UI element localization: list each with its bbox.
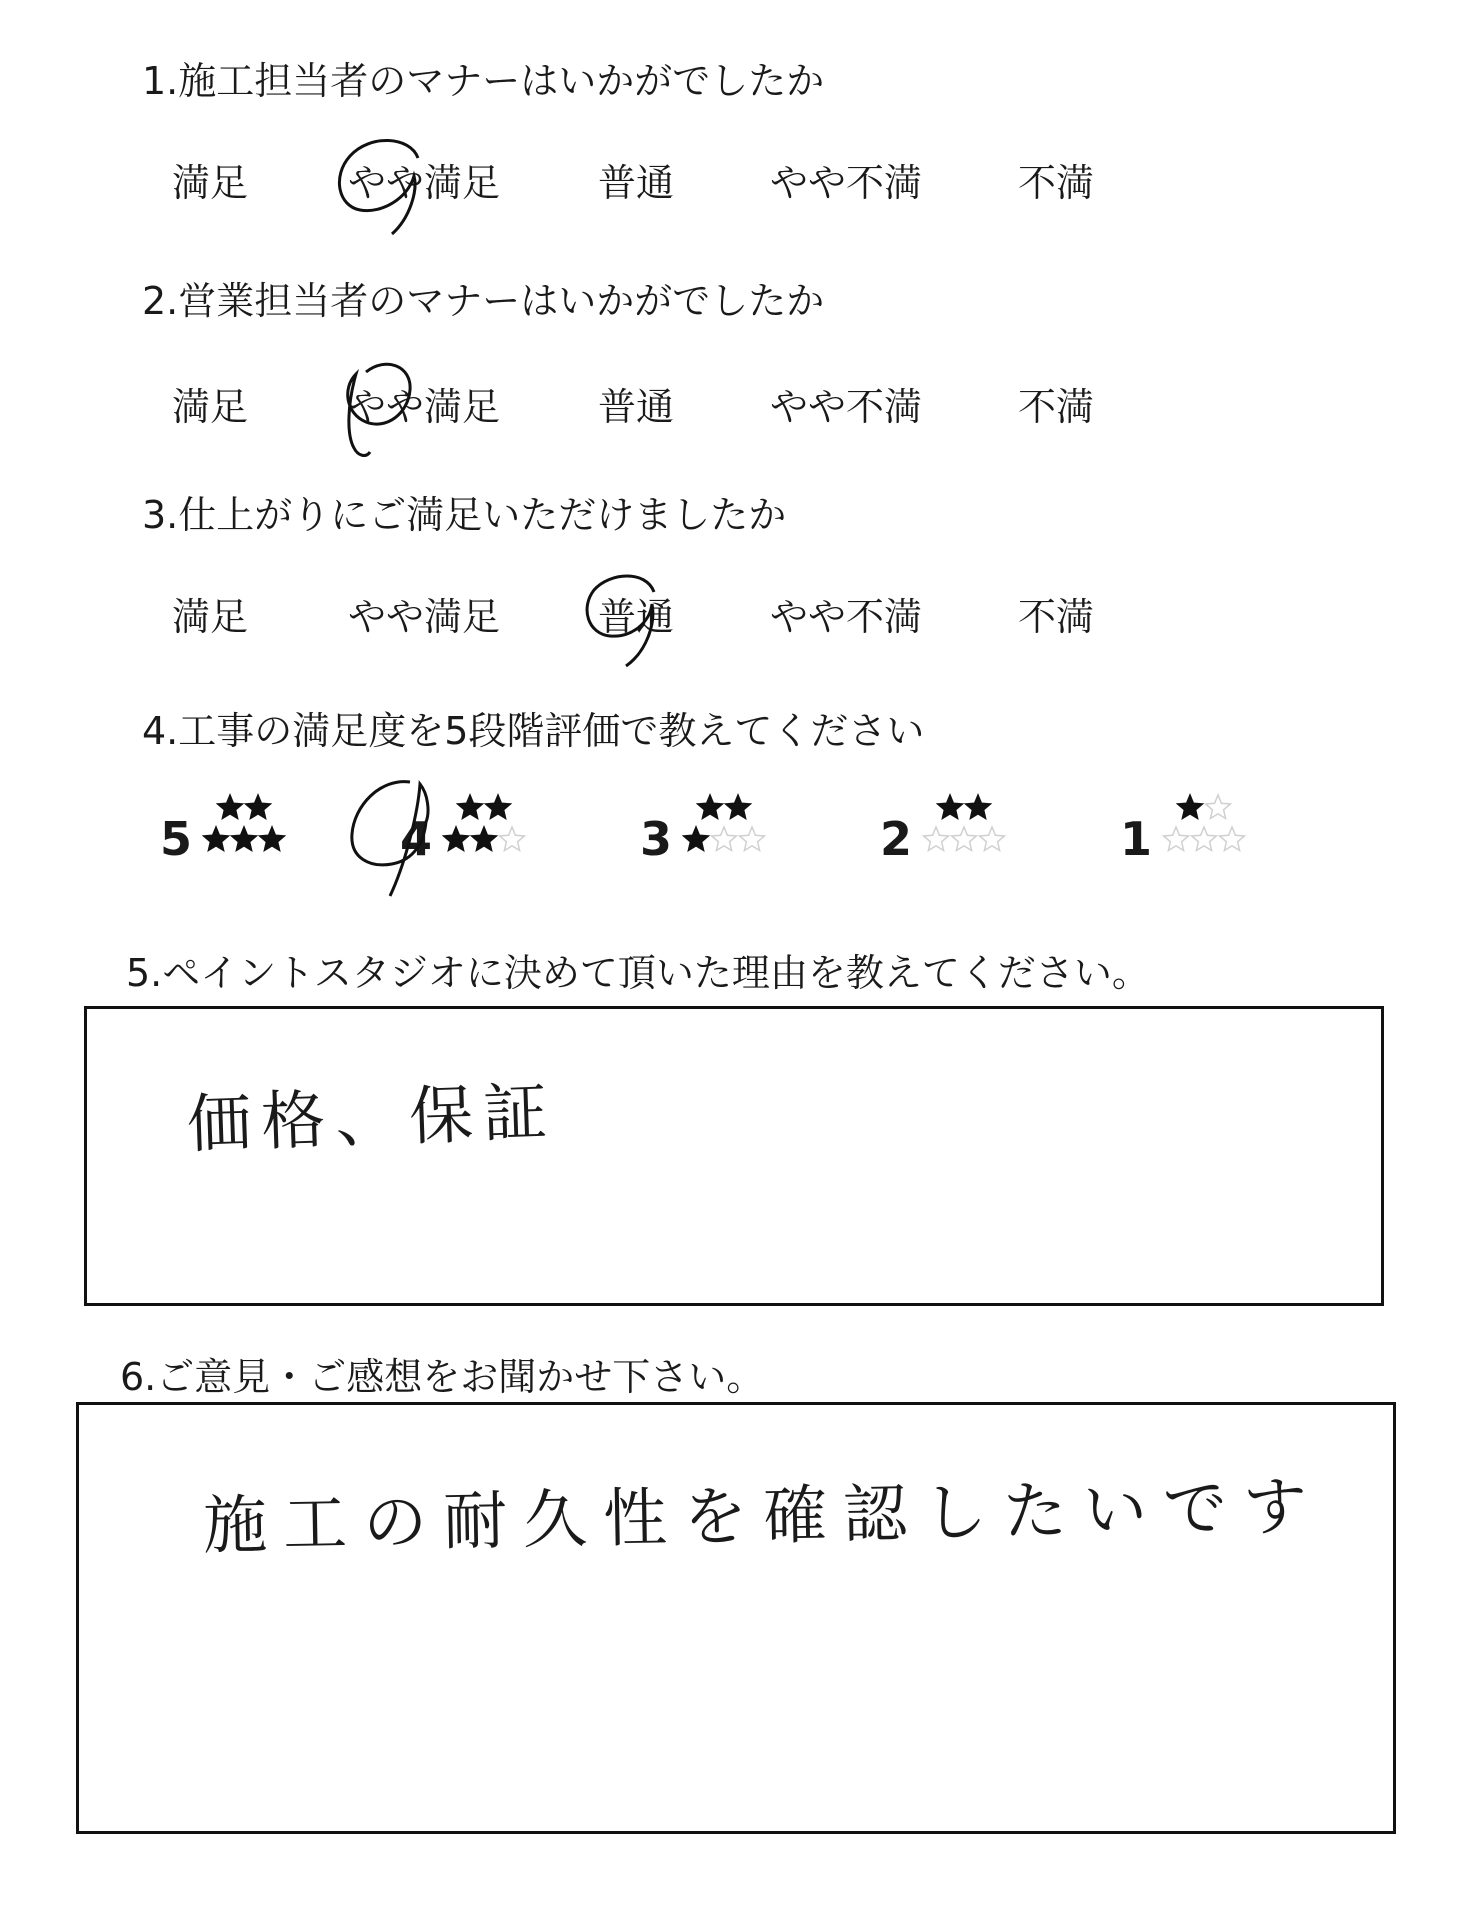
empty-star-icon [740, 827, 765, 851]
filled-star-icon [486, 795, 511, 819]
option-somewhat-satisfied[interactable]: やや満足 [348, 161, 501, 205]
option-somewhat-dissatisfied[interactable]: やや不満 [770, 161, 923, 205]
rating-number: 2 [880, 812, 913, 866]
rating-question-label: 4.工事の満足度を5段階評価で教えてください [142, 709, 925, 753]
rating-number: 1 [1120, 812, 1153, 866]
star-group-icon [440, 790, 550, 870]
empty-star-icon [924, 827, 949, 851]
rating-2[interactable] [880, 790, 1080, 900]
option-dissatisfied[interactable]: 不満 [1018, 385, 1095, 429]
filled-star-icon [218, 795, 243, 819]
option-neutral[interactable]: 普通 [598, 385, 675, 429]
option-satisfied[interactable]: 満足 [172, 385, 249, 429]
empty-star-icon [712, 827, 737, 851]
option-dissatisfied[interactable]: 不満 [1018, 161, 1095, 205]
filled-star-icon [938, 795, 963, 819]
rating-number: 3 [640, 812, 673, 866]
filled-star-icon [684, 827, 709, 851]
rating-number: 4 [400, 812, 433, 866]
option-neutral[interactable]: 普通 [598, 161, 675, 205]
filled-star-icon [698, 795, 723, 819]
filled-star-icon [444, 827, 469, 851]
filled-star-icon [966, 795, 991, 819]
question-1-options [0, 152, 1464, 212]
question-2-options [0, 376, 1464, 436]
empty-star-icon [1164, 827, 1189, 851]
comments-question-label: 6.ご意見・ご感想をお聞かせ下さい。 [120, 1355, 765, 1399]
reason-answer-text: 価格、保証 [186, 1075, 559, 1163]
rating-3[interactable] [640, 790, 840, 900]
empty-star-icon [980, 827, 1005, 851]
option-somewhat-dissatisfied[interactable]: やや不満 [770, 595, 923, 639]
filled-star-icon [726, 795, 751, 819]
empty-star-icon [1192, 827, 1217, 851]
filled-star-icon [232, 827, 257, 851]
empty-star-icon [1220, 827, 1245, 851]
option-neutral[interactable]: 普通 [598, 595, 675, 639]
comments-answer-text: 施工の耐久性を確認したいです [202, 1470, 1324, 1564]
rating-5[interactable] [160, 790, 360, 900]
option-somewhat-satisfied[interactable]: やや満足 [348, 385, 501, 429]
option-satisfied[interactable]: 満足 [172, 595, 249, 639]
rating-number: 5 [160, 812, 193, 866]
rating-4[interactable] [400, 790, 600, 900]
filled-star-icon [472, 827, 497, 851]
question-1-label: 1.施工担当者のマナーはいかがでしたか [142, 59, 825, 103]
filled-star-icon [204, 827, 229, 851]
rating-1[interactable] [1120, 790, 1320, 900]
empty-star-icon [952, 827, 977, 851]
filled-star-icon [1178, 795, 1203, 819]
star-group-icon [200, 790, 310, 870]
star-group-icon [680, 790, 790, 870]
option-dissatisfied[interactable]: 不満 [1018, 595, 1095, 639]
reason-answer-box[interactable] [84, 1006, 1384, 1306]
question-2-label: 2.営業担当者のマナーはいかがでしたか [142, 279, 825, 323]
star-group-icon [920, 790, 1030, 870]
filled-star-icon [260, 827, 285, 851]
comments-answer-box[interactable] [76, 1402, 1396, 1834]
option-somewhat-dissatisfied[interactable]: やや不満 [770, 385, 923, 429]
empty-star-icon [1206, 795, 1231, 819]
empty-star-icon [500, 827, 525, 851]
reason-question-label: 5.ペイントスタジオに決めて頂いた理由を教えてください。 [126, 951, 1150, 995]
option-satisfied[interactable]: 満足 [172, 161, 249, 205]
option-somewhat-satisfied[interactable]: やや満足 [348, 595, 501, 639]
question-3-options [0, 586, 1464, 646]
question-3-label: 3.仕上がりにご満足いただけましたか [142, 493, 787, 537]
filled-star-icon [458, 795, 483, 819]
filled-star-icon [246, 795, 271, 819]
star-group-icon [1160, 790, 1270, 870]
star-rating-scale [0, 790, 1464, 900]
